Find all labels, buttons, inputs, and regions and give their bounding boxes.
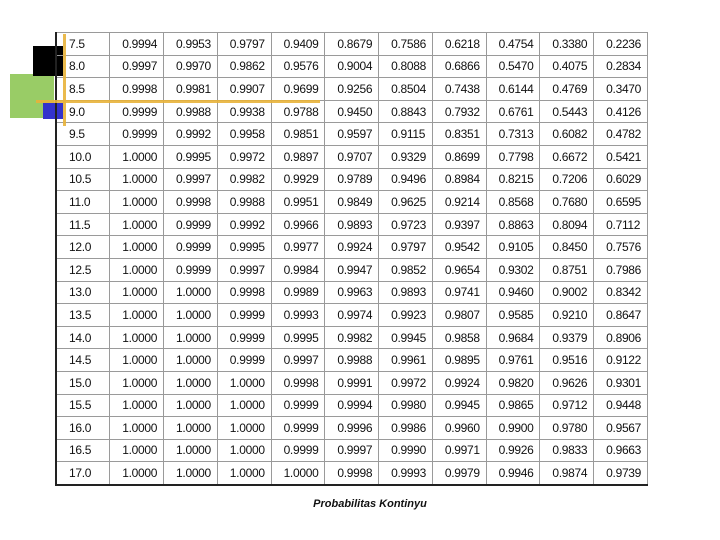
- table-cell: 0.9851: [271, 123, 325, 146]
- table-cell: 1.0000: [217, 462, 271, 485]
- table-cell: 0.9684: [486, 326, 540, 349]
- row-label-cell: 11.5: [56, 213, 110, 236]
- table-cell: 0.8450: [540, 236, 594, 259]
- table-cell: 1.0000: [164, 304, 218, 327]
- table-row: [56, 417, 648, 440]
- table-cell: 1.0000: [110, 326, 164, 349]
- table-cell: 0.9997: [164, 168, 218, 191]
- table-cell: 0.9852: [379, 258, 433, 281]
- table-cell: 1.0000: [164, 394, 218, 417]
- decorative-gold-vertical-line: [63, 34, 66, 126]
- table-cell: 1.0000: [164, 326, 218, 349]
- table-cell: 0.9797: [217, 33, 271, 56]
- table-cell: 0.9576: [271, 55, 325, 78]
- table-cell: 0.9947: [325, 258, 379, 281]
- table-cell: 0.9995: [164, 145, 218, 168]
- table-cell: 0.9993: [379, 462, 433, 485]
- table-cell: 1.0000: [110, 191, 164, 214]
- table-cell: 0.9654: [432, 258, 486, 281]
- table-cell: 0.9986: [379, 417, 433, 440]
- table-cell: 0.9105: [486, 236, 540, 259]
- table-cell: 0.4769: [540, 78, 594, 101]
- table-cell: 0.6082: [540, 123, 594, 146]
- table-cell: 0.5443: [540, 100, 594, 123]
- table-cell: 1.0000: [110, 281, 164, 304]
- table-cell: 0.9302: [486, 258, 540, 281]
- table-cell: 0.9992: [217, 213, 271, 236]
- table-cell: 0.9938: [217, 100, 271, 123]
- table-cell: 0.9923: [379, 304, 433, 327]
- row-label-cell: 16.5: [56, 439, 110, 462]
- table-cell: 1.0000: [110, 371, 164, 394]
- row-label-cell: 13.5: [56, 304, 110, 327]
- table-cell: 1.0000: [110, 213, 164, 236]
- table-cell: 0.9862: [217, 55, 271, 78]
- table-cell: 0.9999: [217, 349, 271, 372]
- table-row: [56, 100, 648, 123]
- table-cell: 0.7798: [486, 145, 540, 168]
- row-label-cell: 12.0: [56, 236, 110, 259]
- table-cell: 0.9972: [217, 145, 271, 168]
- table-row: [56, 78, 648, 101]
- table-cell: 0.9996: [325, 417, 379, 440]
- table-cell: 0.9214: [432, 191, 486, 214]
- table-cell: 1.0000: [110, 394, 164, 417]
- table-cell: 0.7576: [594, 236, 648, 259]
- table-cell: 0.6029: [594, 168, 648, 191]
- table-cell: 1.0000: [110, 236, 164, 259]
- table-cell: 0.9945: [432, 394, 486, 417]
- table-cell: 1.0000: [217, 439, 271, 462]
- table-cell: 0.9998: [325, 462, 379, 485]
- table-cell: 0.8699: [432, 145, 486, 168]
- table-cell: 0.5470: [486, 55, 540, 78]
- table-cell: 1.0000: [110, 439, 164, 462]
- table-cell: 0.9982: [325, 326, 379, 349]
- table-cell: 0.6672: [540, 145, 594, 168]
- table-cell: 0.9663: [594, 439, 648, 462]
- table-cell: 1.0000: [110, 417, 164, 440]
- table-cell: 1.0000: [110, 462, 164, 485]
- table-cell: 0.8906: [594, 326, 648, 349]
- row-label-cell: 15.0: [56, 371, 110, 394]
- table-cell: 0.9995: [271, 326, 325, 349]
- table-cell: 0.9597: [325, 123, 379, 146]
- row-label-cell: 8.5: [56, 78, 110, 101]
- table-cell: 0.9984: [271, 258, 325, 281]
- table-cell: 0.9723: [379, 213, 433, 236]
- table-cell: 0.9999: [271, 394, 325, 417]
- table-cell: 1.0000: [164, 439, 218, 462]
- table-cell: 0.9972: [379, 371, 433, 394]
- table-cell: 0.9002: [540, 281, 594, 304]
- table-cell: 1.0000: [110, 258, 164, 281]
- table-cell: 0.9895: [432, 349, 486, 372]
- table-cell: 0.9699: [271, 78, 325, 101]
- table-cell: 0.6144: [486, 78, 540, 101]
- table-cell: 0.9994: [110, 33, 164, 56]
- row-label-cell: 15.5: [56, 394, 110, 417]
- table-cell: 0.9897: [271, 145, 325, 168]
- table-cell: 0.9858: [432, 326, 486, 349]
- row-label-cell: 9.0: [56, 100, 110, 123]
- table-cell: 0.9807: [432, 304, 486, 327]
- table-cell: 0.7680: [540, 191, 594, 214]
- table-cell: 0.9981: [164, 78, 218, 101]
- table-row: [56, 213, 648, 236]
- table-cell: 0.8679: [325, 33, 379, 56]
- table-cell: 0.9997: [325, 439, 379, 462]
- table-cell: 0.9924: [325, 236, 379, 259]
- table-cell: 0.9893: [325, 213, 379, 236]
- row-label-cell: 13.0: [56, 281, 110, 304]
- table-cell: 0.6595: [594, 191, 648, 214]
- table-cell: 0.9789: [325, 168, 379, 191]
- table-cell: 1.0000: [217, 417, 271, 440]
- table-cell: 0.8843: [379, 100, 433, 123]
- table-cell: 0.8863: [486, 213, 540, 236]
- table-cell: 0.9874: [540, 462, 594, 485]
- table-cell: 0.4754: [486, 33, 540, 56]
- table-cell: 0.6866: [432, 55, 486, 78]
- table-cell: 0.9301: [594, 371, 648, 394]
- table-cell: 0.9946: [486, 462, 540, 485]
- table-cell: 0.9999: [271, 439, 325, 462]
- table-cell: 0.9990: [379, 439, 433, 462]
- table-cell: 1.0000: [164, 281, 218, 304]
- table-row: [56, 191, 648, 214]
- table-cell: 0.9893: [379, 281, 433, 304]
- table-cell: 0.9998: [164, 191, 218, 214]
- table-cell: 0.9004: [325, 55, 379, 78]
- table-cell: 1.0000: [110, 168, 164, 191]
- table-cell: 0.9999: [164, 258, 218, 281]
- table-cell: 0.4126: [594, 100, 648, 123]
- table-cell: 0.9542: [432, 236, 486, 259]
- row-label-cell: 16.0: [56, 417, 110, 440]
- table-cell: 0.9997: [217, 258, 271, 281]
- row-label-cell: 9.5: [56, 123, 110, 146]
- table-cell: 0.3380: [540, 33, 594, 56]
- table-cell: 0.9995: [217, 236, 271, 259]
- decorative-gold-horizontal-line: [36, 100, 320, 103]
- table-cell: 0.9820: [486, 371, 540, 394]
- table-cell: 1.0000: [110, 304, 164, 327]
- table-cell: 0.7438: [432, 78, 486, 101]
- table-cell: 0.4782: [594, 123, 648, 146]
- table-row: [56, 258, 648, 281]
- table-cell: 0.9982: [217, 168, 271, 191]
- row-label-cell: 11.0: [56, 191, 110, 214]
- table-cell: 0.9626: [540, 371, 594, 394]
- table-cell: 0.9625: [379, 191, 433, 214]
- table-cell: 0.9210: [540, 304, 594, 327]
- table-cell: 0.9994: [325, 394, 379, 417]
- row-label-cell: 17.0: [56, 462, 110, 485]
- table-cell: 0.7986: [594, 258, 648, 281]
- table-cell: 0.6761: [486, 100, 540, 123]
- table-row: [56, 145, 648, 168]
- table-cell: 0.8568: [486, 191, 540, 214]
- table-cell: 0.9951: [271, 191, 325, 214]
- table-cell: 0.7586: [379, 33, 433, 56]
- table-cell: 0.9907: [217, 78, 271, 101]
- row-label-cell: 12.5: [56, 258, 110, 281]
- table-cell: 0.8215: [486, 168, 540, 191]
- table-cell: 1.0000: [164, 462, 218, 485]
- table-row: [56, 304, 648, 327]
- table-cell: 0.9998: [110, 78, 164, 101]
- table-cell: 0.9963: [325, 281, 379, 304]
- table-cell: 0.9979: [432, 462, 486, 485]
- table-cell: 0.9929: [271, 168, 325, 191]
- table-row: [56, 439, 648, 462]
- table-cell: 0.8647: [594, 304, 648, 327]
- table-row: [56, 281, 648, 304]
- table-cell: 0.9926: [486, 439, 540, 462]
- table-cell: 1.0000: [164, 371, 218, 394]
- table-row: [56, 394, 648, 417]
- table-cell: 0.5421: [594, 145, 648, 168]
- table-cell: 0.9999: [271, 417, 325, 440]
- table-cell: 0.9999: [164, 213, 218, 236]
- table-cell: 0.9849: [325, 191, 379, 214]
- table-cell: 0.8984: [432, 168, 486, 191]
- table-cell: 0.9122: [594, 349, 648, 372]
- table-cell: 1.0000: [110, 349, 164, 372]
- table-cell: 0.4075: [540, 55, 594, 78]
- table-cell: 0.7313: [486, 123, 540, 146]
- table-row: [56, 326, 648, 349]
- table-row: [56, 236, 648, 259]
- table-cell: 0.8751: [540, 258, 594, 281]
- table-cell: 0.9999: [217, 304, 271, 327]
- table-cell: 0.9999: [164, 236, 218, 259]
- table-cell: 0.9997: [271, 349, 325, 372]
- table-cell: 0.9833: [540, 439, 594, 462]
- table-cell: 0.9496: [379, 168, 433, 191]
- table-cell: 0.8088: [379, 55, 433, 78]
- table-cell: 0.9567: [594, 417, 648, 440]
- table-cell: 0.9865: [486, 394, 540, 417]
- table-cell: 0.9460: [486, 281, 540, 304]
- table-cell: 0.9993: [271, 304, 325, 327]
- table-cell: 0.9999: [110, 100, 164, 123]
- table-cell: 0.9991: [325, 371, 379, 394]
- table-cell: 0.9997: [110, 55, 164, 78]
- table-cell: 0.9966: [271, 213, 325, 236]
- table-cell: 0.8342: [594, 281, 648, 304]
- table-cell: 0.8094: [540, 213, 594, 236]
- row-label-cell: 14.0: [56, 326, 110, 349]
- table-cell: 0.9988: [164, 100, 218, 123]
- table-cell: 0.9971: [432, 439, 486, 462]
- table-cell: 0.6218: [432, 33, 486, 56]
- table-cell: 0.9977: [271, 236, 325, 259]
- table-cell: 0.8504: [379, 78, 433, 101]
- table-row: [56, 123, 648, 146]
- table-row: [56, 349, 648, 372]
- table-cell: 0.9409: [271, 33, 325, 56]
- table-cell: 0.9516: [540, 349, 594, 372]
- table-cell: 0.9585: [486, 304, 540, 327]
- table-cell: 0.9761: [486, 349, 540, 372]
- table-cell: 0.9780: [540, 417, 594, 440]
- table-cell: 0.9974: [325, 304, 379, 327]
- table-cell: 0.9448: [594, 394, 648, 417]
- table-cell: 0.9945: [379, 326, 433, 349]
- table-cell: 0.9992: [164, 123, 218, 146]
- slide-caption: Probabilitas Kontinyu: [313, 498, 427, 510]
- table-cell: 0.9329: [379, 145, 433, 168]
- table-row: [56, 55, 648, 78]
- table-cell: 0.9924: [432, 371, 486, 394]
- table-cell: 0.9900: [486, 417, 540, 440]
- probability-table-container: [55, 32, 648, 481]
- table-cell: 1.0000: [164, 417, 218, 440]
- table-cell: 0.9953: [164, 33, 218, 56]
- table-cell: 1.0000: [217, 371, 271, 394]
- table-cell: 1.0000: [110, 145, 164, 168]
- table-cell: 0.9788: [271, 100, 325, 123]
- table-cell: 0.9450: [325, 100, 379, 123]
- table-cell: 1.0000: [271, 462, 325, 485]
- table-cell: 0.7206: [540, 168, 594, 191]
- table-cell: 0.9988: [325, 349, 379, 372]
- table-cell: 0.9739: [594, 462, 648, 485]
- table-cell: 0.9999: [217, 326, 271, 349]
- row-label-cell: 14.5: [56, 349, 110, 372]
- table-cell: 0.9989: [271, 281, 325, 304]
- table-cell: 0.7112: [594, 213, 648, 236]
- table-row: [56, 371, 648, 394]
- table-cell: 0.9712: [540, 394, 594, 417]
- table-row: [56, 168, 648, 191]
- table-cell: 0.9998: [271, 371, 325, 394]
- table-cell: 0.9999: [110, 123, 164, 146]
- table-cell: 0.3470: [594, 78, 648, 101]
- table-cell: 0.9970: [164, 55, 218, 78]
- table-cell: 0.9379: [540, 326, 594, 349]
- table-cell: 0.9980: [379, 394, 433, 417]
- table-cell: 0.2236: [594, 33, 648, 56]
- table-cell: 0.9988: [217, 191, 271, 214]
- table-cell: 0.7932: [432, 100, 486, 123]
- table-cell: 0.9960: [432, 417, 486, 440]
- table-cell: 0.9115: [379, 123, 433, 146]
- row-label-cell: 7.5: [56, 33, 110, 56]
- table-cell: 0.9998: [217, 281, 271, 304]
- table-cell: 0.9397: [432, 213, 486, 236]
- table-cell: 0.9707: [325, 145, 379, 168]
- table-cell: 0.9256: [325, 78, 379, 101]
- table-cell: 0.2834: [594, 55, 648, 78]
- row-label-cell: 10.0: [56, 145, 110, 168]
- table-cell: 0.8351: [432, 123, 486, 146]
- table-row: [56, 33, 648, 56]
- row-label-cell: 8.0: [56, 55, 110, 78]
- table-cell: 1.0000: [164, 349, 218, 372]
- table-cell: 1.0000: [217, 394, 271, 417]
- table-cell: 0.9797: [379, 236, 433, 259]
- table-row: [56, 462, 648, 485]
- table-cell: 0.9741: [432, 281, 486, 304]
- row-label-cell: 10.5: [56, 168, 110, 191]
- table-cell: 0.9961: [379, 349, 433, 372]
- table-cell: 0.9958: [217, 123, 271, 146]
